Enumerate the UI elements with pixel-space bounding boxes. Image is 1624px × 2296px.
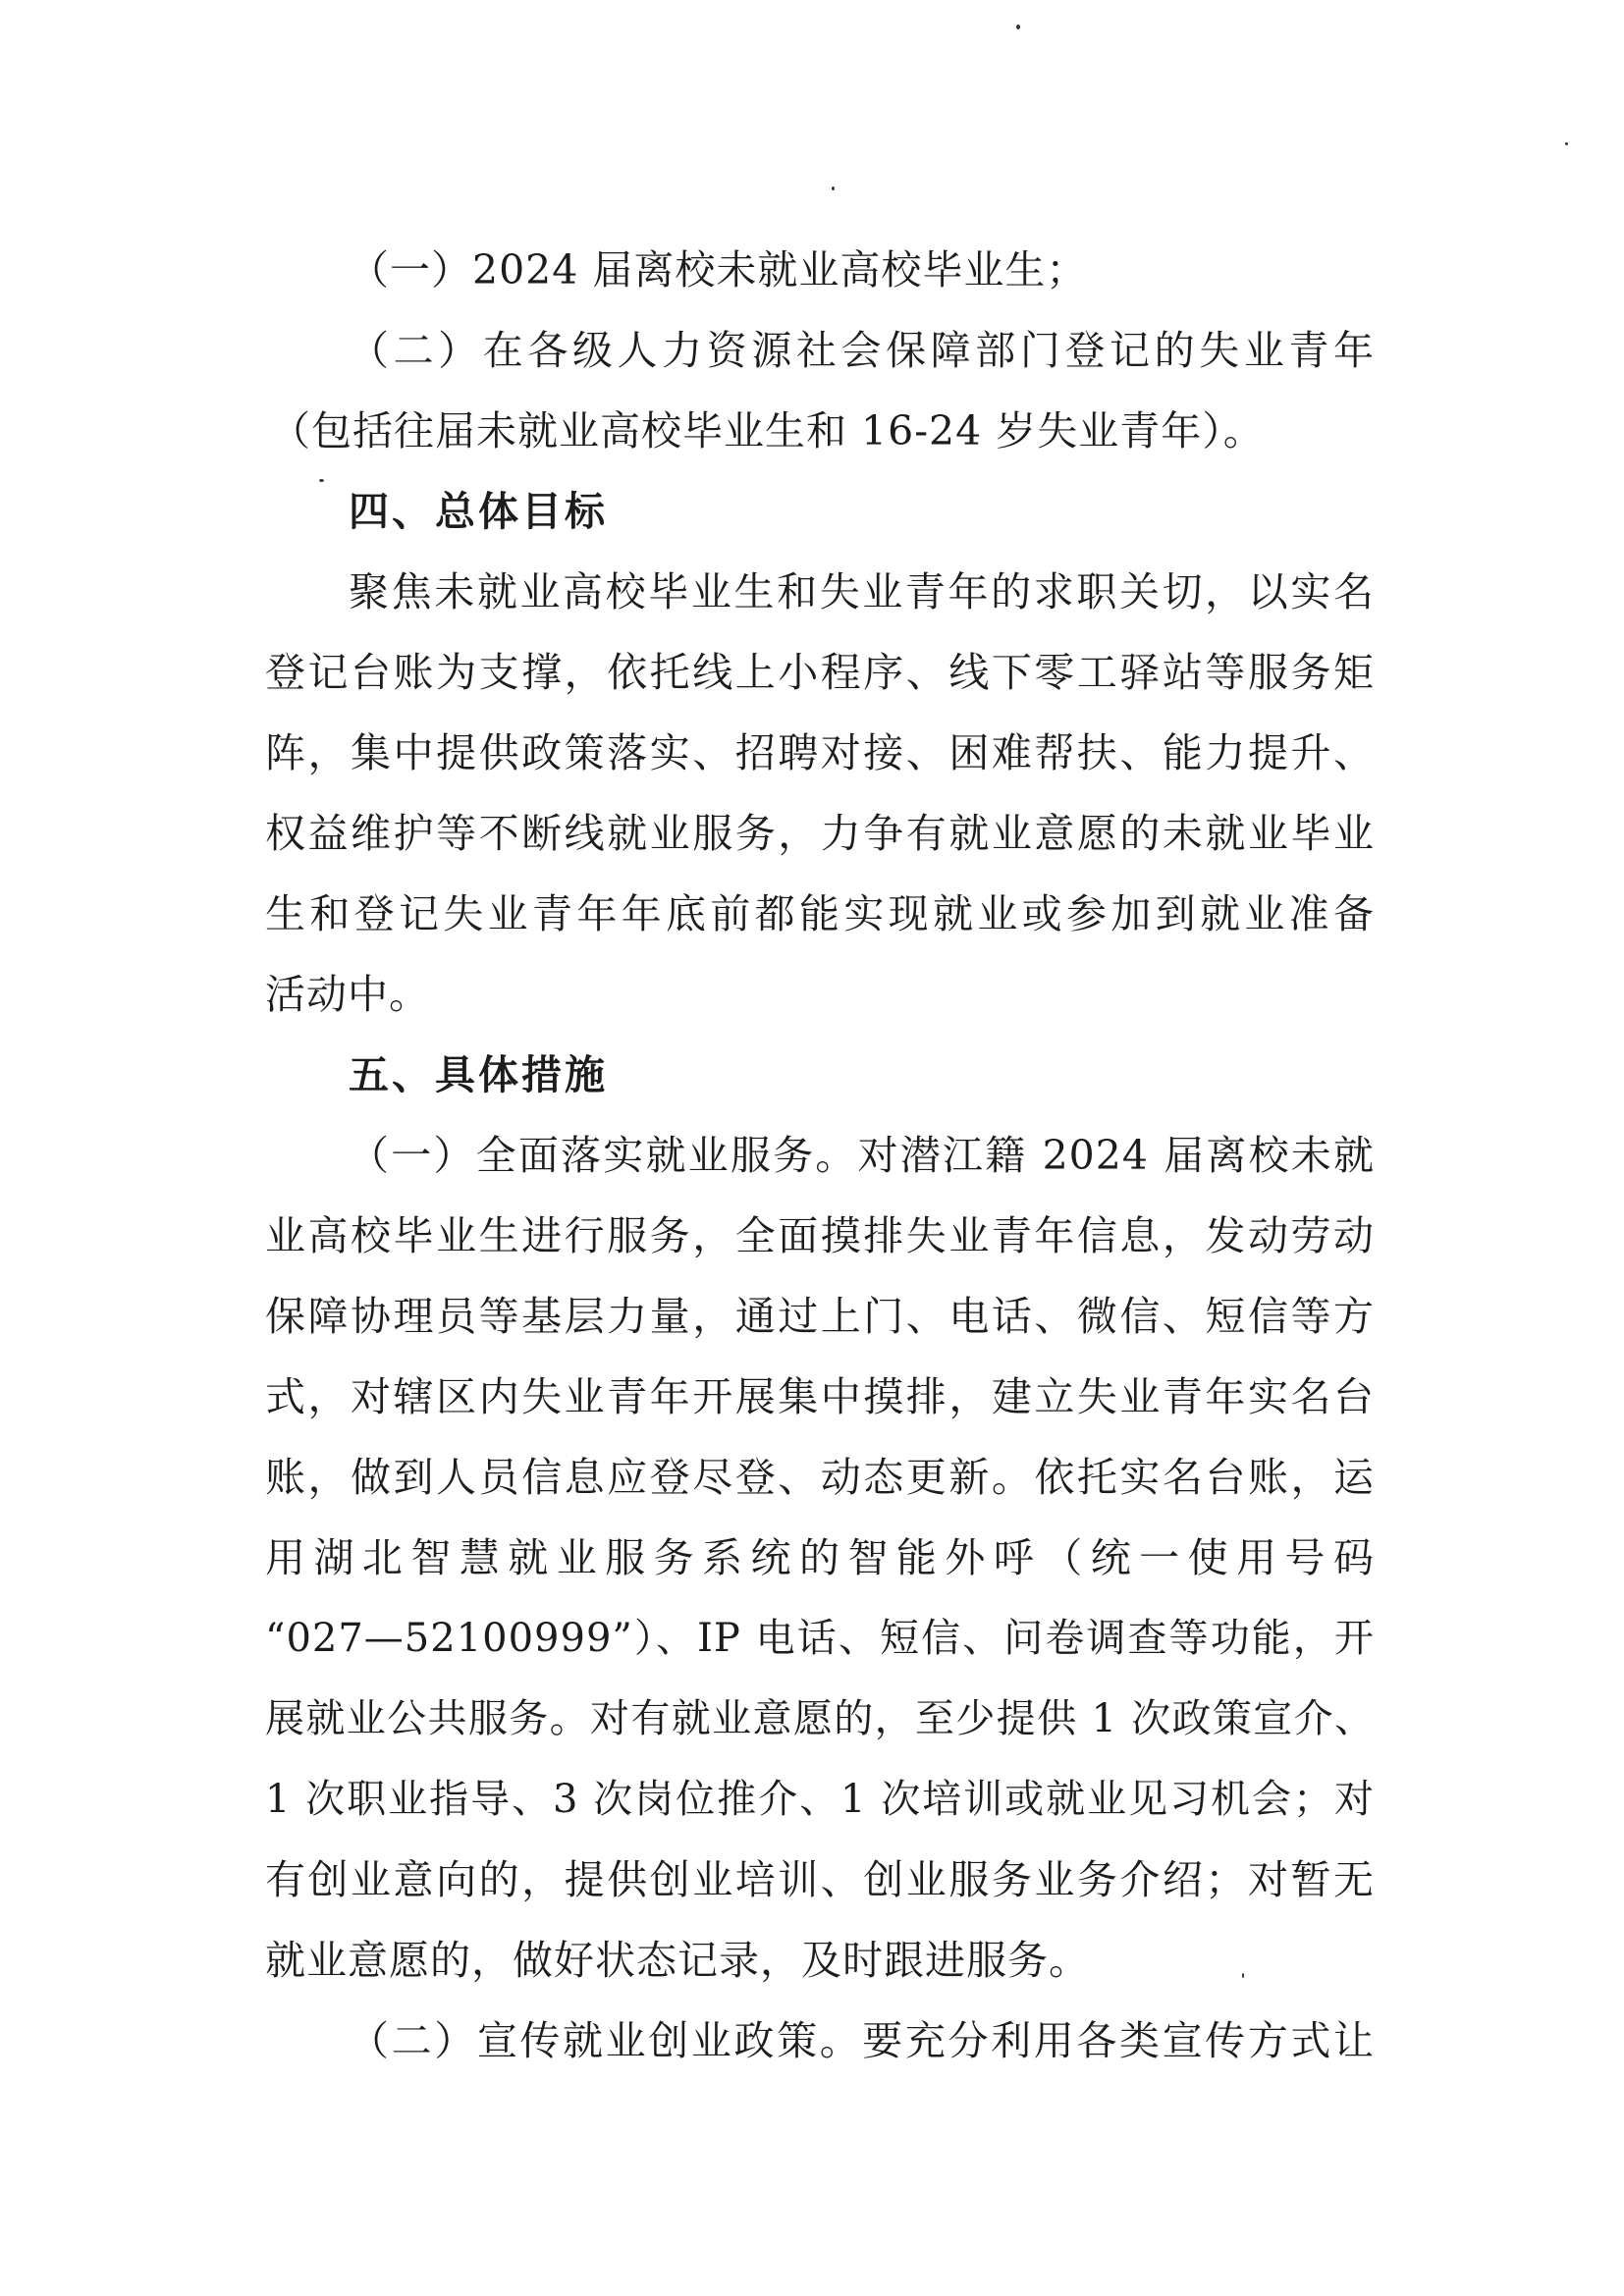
paragraph-line: （一）全面落实就业服务。对潜江籍 2024 届离校未就 — [349, 1132, 1375, 1179]
scan-speck — [1565, 142, 1568, 145]
paragraph-line: 有创业意向的，提供创业培训、创业服务业务介绍；对暂无 — [265, 1856, 1375, 1903]
paragraph-line: 展就业公共服务。对有就业意愿的，至少提供 1 次政策宣介、 — [265, 1696, 1375, 1741]
scan-speck — [832, 187, 835, 190]
section-heading-measures: 五、具体措施 — [349, 1051, 608, 1098]
paragraph-line: （二）宣传就业创业政策。要充分利用各类宣传方式让 — [349, 2017, 1375, 2064]
section-heading-goals: 四、总体目标 — [349, 488, 608, 535]
paragraph-line: 阵，集中提供政策落实、招聘对接、困难帮扶、能力提升、 — [265, 729, 1375, 776]
paragraph-line: “027—52100999”）、IP 电话、短信、问卷调查等功能，开 — [265, 1616, 1375, 1661]
paragraph-line: （包括往届未就业高校毕业生和 16-24 岁失业青年）。 — [270, 407, 1265, 454]
paragraph-line: 业高校毕业生进行服务，全面摸排失业青年信息，发动劳动 — [265, 1212, 1375, 1259]
paragraph-line: 活动中。 — [265, 971, 430, 1018]
paragraph-line: 就业意愿的，做好状态记录，及时跟进服务。 — [265, 1937, 1090, 1984]
list-item-graduates: （一）2024 届离校未就业高校毕业生； — [349, 246, 1088, 294]
paragraph-line: 式，对辖区内失业青年开展集中摸排，建立失业青年实名台 — [265, 1373, 1375, 1420]
paragraph-line: 账，做到人员信息应登尽登、动态更新。依托实名台账，运 — [265, 1454, 1375, 1501]
paragraph-line: 权益维护等不断线就业服务，力争有就业意愿的未就业毕业 — [265, 810, 1375, 857]
paragraph-line: 聚焦未就业高校毕业生和失业青年的求职关切，以实名 — [349, 568, 1375, 615]
paragraph-line: 生和登记失业青年年底前都能实现就业或参加到就业准备 — [265, 890, 1375, 937]
paragraph-line: 保障协理员等基层力量，通过上门、电话、微信、短信等方 — [265, 1293, 1375, 1340]
paragraph-line: 1 次职业指导、3 次岗位推介、1 次培训或就业见习机会；对 — [265, 1777, 1375, 1822]
scan-speck — [1016, 25, 1020, 29]
paragraph-line: 登记台账为支撑，依托线上小程序、线下零工驿站等服务矩 — [265, 649, 1375, 696]
paragraph-line: 用湖北智慧就业服务系统的智能外呼（统一使用号码 — [265, 1534, 1375, 1581]
scan-speck — [319, 479, 324, 482]
list-item-unemployed-youth: （二）在各级人力资源社会保障部门登记的失业青年 — [349, 327, 1375, 374]
